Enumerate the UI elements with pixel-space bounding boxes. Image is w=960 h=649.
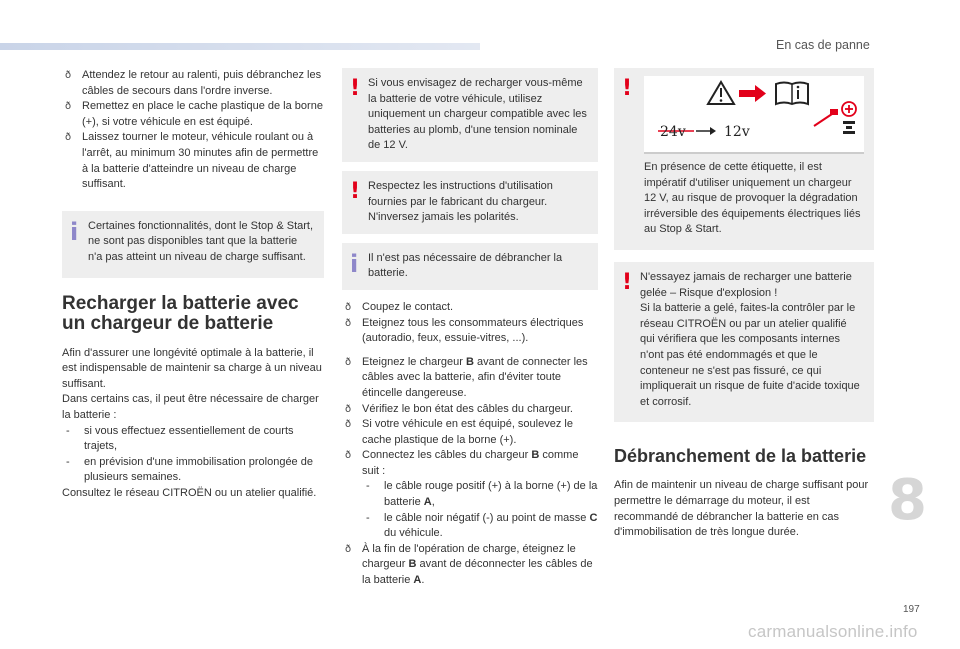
- list-item: ð Coupez le contact.: [342, 300, 598, 316]
- text: le câble rouge positif (+) à la borne (+) de la batterie: [384, 480, 598, 509]
- paragraph: Dans certains cas, il peut être nécessaire de charger la batterie :: [62, 393, 319, 421]
- list-item: [342, 355, 598, 402]
- battery-charger-icon: [814, 102, 856, 134]
- label-text: En présence de cette étiquette, il est impératif d'utiliser uniquement un chargeur 12 V, au risque de provoquer la dégradation irréversible des équipements électriques liés au Stop & Start.: [644, 161, 861, 236]
- label-a: A: [413, 574, 422, 587]
- info-icon: i: [350, 249, 359, 278]
- manual-book-icon: [776, 83, 808, 105]
- step-list-1: [62, 68, 324, 193]
- paragraph: Afin d'assurer une longévité optimale à la batterie, il est indispensable de maintenir sa charge à un niveau suffisant.: [62, 346, 322, 390]
- text: Eteignez le chargeur: [362, 355, 466, 368]
- column-1: [62, 68, 324, 501]
- label-diagram: [644, 76, 866, 154]
- warning-text: Si vous envisagez de recharger vous-même la batterie de votre véhicule, utilisez uniquement un chargeur compatible avec les batteries au plomb, d'une tension nominale de 12 V.: [368, 77, 587, 152]
- warning-text: Si la batterie a gelé, faites-la contrôler par le réseau CITROËN ou par un atelier qualifié qui vérifiera que les composants internes n'ont pas été endommagés et que le conteneur ne s'est pas fissuré, ce qui impliquerait un risque de fuite d'acide toxique et corrosif.: [640, 302, 860, 408]
- label-24v: 24v: [660, 124, 686, 140]
- label-c: C: [589, 511, 598, 524]
- list-item: ð Si votre véhicule en est équipé, soulevez le cache plastique de la borne (+).: [342, 417, 598, 448]
- list-item: ð Attendez le retour au ralenti, puis débranchez les câbles de secours dans l'ordre inverse.: [62, 68, 324, 99]
- list-item: ð Eteignez tous les consommateurs électriques (autoradio, feux, essuie-vitres, ...).: [342, 316, 598, 347]
- warning-icon: !: [350, 178, 361, 204]
- list-item: [362, 511, 598, 542]
- list-item: [342, 542, 598, 589]
- text: À la fin de l'opération de charge, éteignez le chargeur: [362, 542, 576, 571]
- warning-box-frozen: [614, 262, 874, 422]
- red-arrow-icon: [739, 85, 766, 102]
- arrow-icon: [696, 127, 716, 135]
- list-item: - en prévision d'une immobilisation prolongée de plusieurs semaines.: [62, 455, 324, 486]
- text: le câble noir négatif (-) au point de masse: [384, 511, 590, 524]
- label-a: A: [423, 496, 432, 509]
- info-box-stop-start: [62, 211, 324, 278]
- text: comme suit :: [362, 449, 579, 477]
- column-3: [614, 68, 874, 541]
- cable-list: [362, 479, 598, 541]
- info-text: Il n'est pas nécessaire de débrancher la batterie.: [368, 251, 563, 280]
- section-title: En cas de panne: [776, 38, 870, 52]
- column-2: [342, 68, 598, 589]
- warning-triangle-icon: [708, 82, 734, 104]
- step-list-2: [342, 300, 598, 347]
- warning-box-label: [614, 68, 874, 250]
- text: .: [421, 574, 425, 587]
- paragraph: Consultez le réseau CITROËN ou un atelier qualifié.: [62, 486, 317, 499]
- list-item: ð Vérifiez le bon état des câbles du chargeur.: [342, 402, 598, 418]
- warning-text: Respectez les instructions d'utilisation fournies par le fabricant du chargeur. N'inversez jamais les polarités.: [368, 179, 553, 224]
- text: ,: [431, 496, 435, 509]
- warning-box-polarity: [342, 171, 598, 234]
- info-icon: i: [70, 217, 79, 246]
- list-item: [342, 448, 598, 542]
- list-item: ð Remettez en place le cache plastique de la borne (+), si votre véhicule en est équipé.: [62, 99, 324, 130]
- text: avant de déconnecter les câbles de la batterie: [362, 558, 593, 587]
- stop-start-label-image: [644, 76, 864, 154]
- list-item: ð Laissez tourner le moteur, véhicule roulant ou à l'arrêt, au minimum 30 minutes afin de permettre à la batterie d'atteindre un niveau de charge suffisant.: [62, 130, 324, 192]
- chapter-number: 8: [888, 468, 927, 533]
- warning-icon: !: [622, 76, 633, 101]
- warning-text: N'essayez jamais de recharger une batterie gelée – Risque d'explosion !: [640, 270, 852, 299]
- text: avant de connecter les câbles avec la batterie, afin d'éviter toute étincelle dangereuse.: [362, 355, 588, 399]
- list-item: [362, 479, 598, 510]
- recharge-intro: [62, 346, 324, 502]
- text: Connectez les câbles du chargeur: [362, 449, 532, 462]
- list-item: - si vous effectuez essentiellement de courts trajets,: [62, 424, 324, 455]
- info-text: Certaines fonctionnalités, dont le Stop & Start, ne sont pas disponibles tant que la batterie n'a pas atteint un niveau de charge suffisant.: [88, 219, 314, 263]
- text: du véhicule.: [384, 527, 443, 540]
- page-number: 197: [903, 604, 920, 615]
- label-b: B: [531, 449, 540, 462]
- label-b: B: [408, 558, 417, 571]
- warning-icon: !: [350, 76, 361, 101]
- disconnect-text: Afin de maintenir un niveau de charge suffisant pour permettre le démarrage du moteur, il est recommandé de débrancher la batterie en cas d'immobilisation de très longue durée.: [614, 479, 869, 539]
- heading-recharge: Recharger la batterie avec un chargeur de batterie: [62, 292, 299, 334]
- label-12v: 12v: [724, 124, 750, 140]
- header-bar: [0, 43, 480, 50]
- heading-disconnect: Débranchement de la batterie: [614, 446, 867, 467]
- case-list: [62, 424, 324, 486]
- watermark: carmanualsonline.info: [748, 622, 918, 641]
- step-list-3: [342, 355, 598, 589]
- label-b: B: [465, 355, 474, 368]
- warning-icon: !: [622, 269, 633, 295]
- warning-box-charger: [342, 68, 598, 162]
- info-box-disconnect: [342, 243, 598, 290]
